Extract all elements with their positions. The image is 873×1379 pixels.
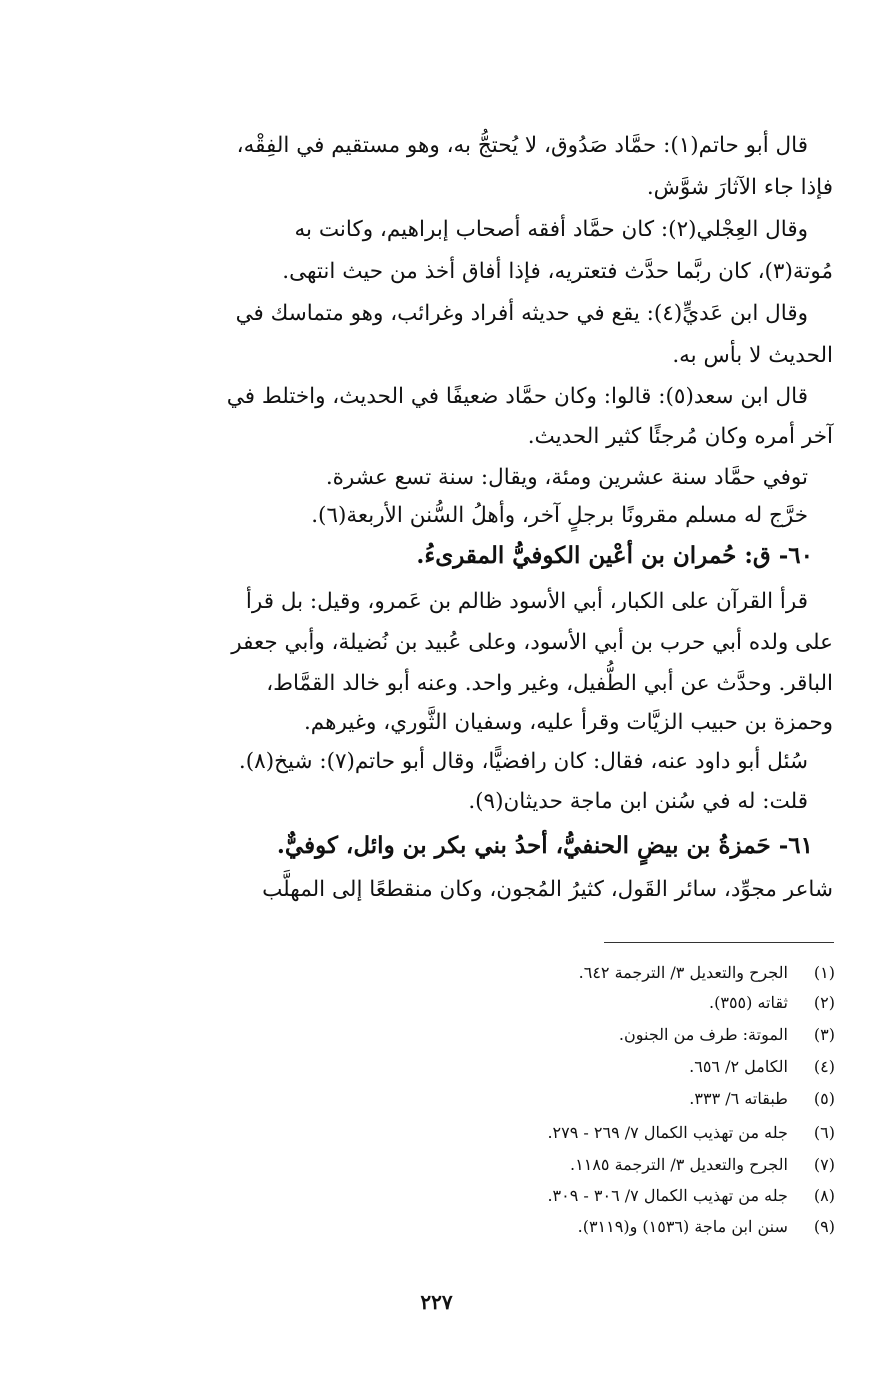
text-line: سُئل أبو داود عنه، فقال: كان رافضيًّا، وقال أبو حاتم(٧): شيخ(٨). [238,749,808,774]
footnote-number: (٣) [813,1025,835,1044]
text-line: شاعر مجوِّد، سائر القَول، كثيرُ المُجون، وكان منقطعًا إلى المهلَّب [262,877,833,902]
footnote [578,1214,835,1240]
footnote-number: (٥) [813,1089,835,1108]
footnote-text: الجرح والتعديل ٣/ الترجمة ٦٤٢. [578,963,788,982]
footnote-text: جله من تهذيب الكمال ٧/ ٢٦٩ - ٢٧٩. [547,1123,788,1142]
text-line: الباقر. وحدَّث عن أبي الطُّفيل، وغير واحد. وعنه أبو خالد القمَّاط، [266,671,833,696]
footnote-text: الجرح والتعديل ٣/ الترجمة ١١٨٥. [570,1155,788,1174]
text-line: قال أبو حاتم(١): حمَّاد صَدُوق، لا يُحتجُّ به، وهو مستقيم في الفِقْه، [236,133,808,158]
footnote-text: الموتة: طرف من الجنون. [618,1025,788,1044]
footnote [579,960,835,986]
footnote-number: (٧) [813,1155,835,1174]
page-number: ٢٢٧ [420,1290,453,1314]
footnote-text: سنن ابن ماجة (١٥٣٦) و(٣١١٩). [577,1217,788,1236]
text-line: وحمزة بن حبيب الزيَّات وقرأ عليه، وسفيان الثَّوري، وغيرهم. [303,710,833,735]
footnote-number: (٤) [813,1057,835,1076]
footnote [547,1183,835,1209]
entry-heading: ٦١- حَمزةُ بن بيضٍ الحنفيُّ، أحدُ بني بكر بن وائل، كوفيٌّ. [276,832,813,859]
footnote-text: طبقاته ٦/ ٣٣٣. [689,1089,788,1108]
text-line: على ولده أبي حرب بن أبي الأسود، وعلى عُبيد بن نُضيلة، وأبي جعفر [231,630,833,655]
text-line: توفي حمَّاد سنة عشرين ومئة، ويقال: سنة تسع عشرة. [325,465,808,490]
footnote-number: (٩) [813,1217,835,1236]
text-line: الحديث لا بأس به. [672,343,833,368]
footnote [570,1152,835,1178]
footnote-number: (٢) [813,993,835,1012]
text-line: قلت: له في سُنن ابن ماجة حديثان(٩). [468,789,808,814]
text-line: خرَّج له مسلم مقرونًا برجلٍ آخر، وأهلُ السُّنن الأربعة(٦). [311,503,808,528]
footnote-divider [604,942,834,943]
footnote [619,1022,835,1048]
footnote-number: (١) [813,963,835,982]
footnote-text: ثقاته (٣٥٥). [709,993,788,1012]
footnote-text: الكامل ٢/ ٦٥٦. [689,1057,788,1076]
footnote [709,990,835,1016]
text-line: وقال العِجْلي(٢): كان حمَّاد أفقه أصحاب إبراهيم، وكانت به [294,217,808,242]
text-line: آخر أمره وكان مُرجئًا كثير الحديث. [527,424,833,449]
footnote [547,1120,835,1146]
text-line: فإذا جاء الآثارَ شوَّش. [646,175,833,200]
text-line: قرأ القرآن على الكبار، أبي الأسود ظالم بن عَمرو، وقيل: بل قرأ [245,589,808,614]
text-line: قال ابن سعد(٥): قالوا: وكان حمَّاد ضعيفًا في الحديث، واختلط في [226,384,808,409]
entry-heading: ٦٠- ق: حُمران بن أعْين الكوفيُّ المقرىءُ. [416,542,813,569]
footnote [689,1054,835,1080]
footnote-text: جله من تهذيب الكمال ٧/ ٣٠٦ - ٣٠٩. [547,1186,788,1205]
text-line: مُوتة(٣)، كان ربَّما حدَّث فتعتريه، فإذا أفاق أخذ من حيث انتهى. [282,259,833,284]
footnote-number: (٦) [813,1123,835,1142]
footnote [689,1086,835,1112]
footnote-number: (٨) [813,1186,835,1205]
text-line: وقال ابن عَديٍّ(٤): يقع في حديثه أفراد وغرائب، وهو متماسك في [235,301,808,326]
